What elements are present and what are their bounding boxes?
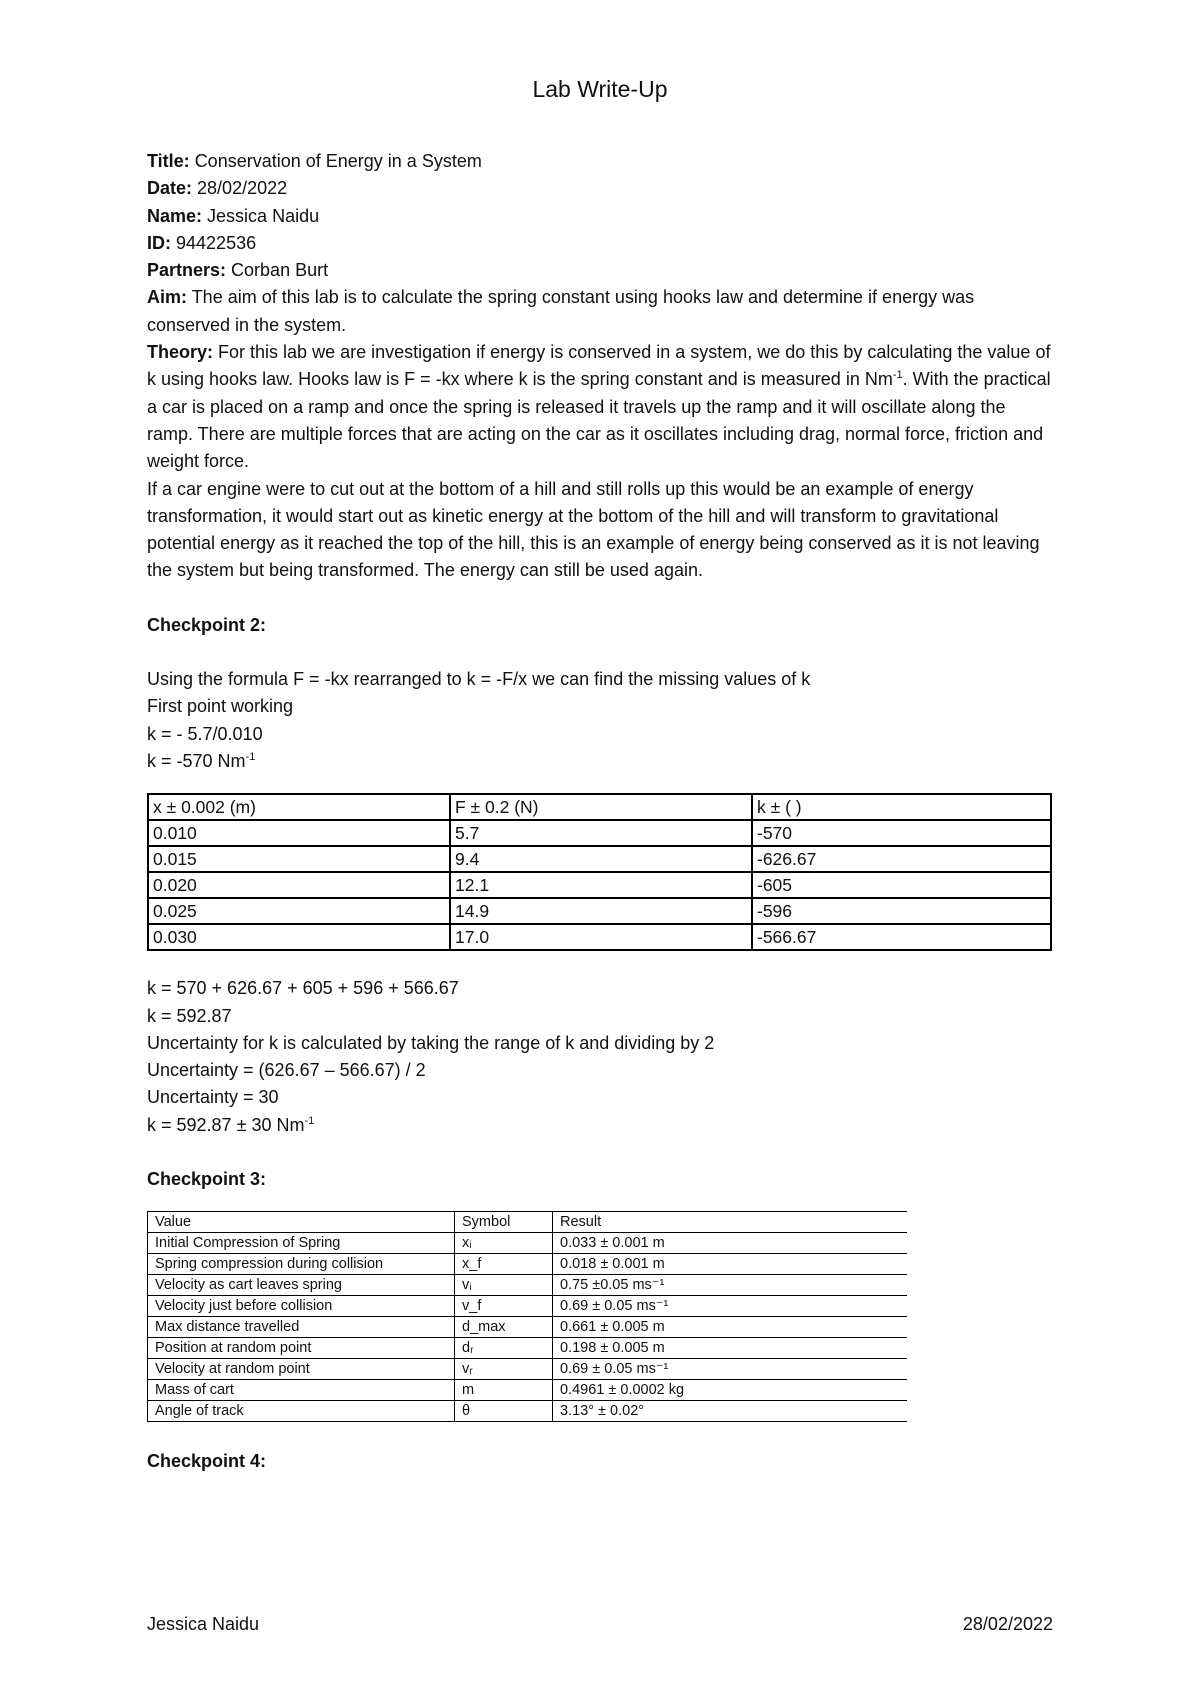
table-cell: 0.75 ±0.05 ms⁻¹ xyxy=(553,1275,908,1296)
table-cell: 0.010 xyxy=(148,820,450,846)
table-cell: d_max xyxy=(455,1317,553,1338)
table-cell: Max distance travelled xyxy=(148,1317,455,1338)
table-cell: 0.198 ± 0.005 m xyxy=(553,1338,908,1359)
checkpoint2-after2: k = 592.87 xyxy=(147,1005,232,1026)
table-cell: -596 xyxy=(752,898,1051,924)
table-cell: Initial Compression of Spring xyxy=(148,1233,455,1254)
table-cell: 14.9 xyxy=(450,898,752,924)
table-cell: 0.015 xyxy=(148,846,450,872)
header-cell: x ± 0.002 (m) xyxy=(148,794,450,820)
aim-value: The aim of this lab is to calculate the spring constant using hooks law and determine if energy was conserved in the system. xyxy=(147,287,975,335)
header-cell: Result xyxy=(553,1212,908,1233)
table-cell: xᵢ xyxy=(455,1233,553,1254)
title-value: Conservation of Energy in a System xyxy=(194,151,482,171)
spacer xyxy=(147,1139,1052,1166)
table-cell: 0.69 ± 0.05 ms⁻¹ xyxy=(553,1296,908,1317)
name-label: Name: xyxy=(147,205,203,226)
document-body xyxy=(147,148,1052,1476)
theory-paragraph xyxy=(147,339,1052,475)
title-label: Title: xyxy=(147,151,190,171)
checkpoint2-line4 xyxy=(147,748,1052,775)
date-label: Date: xyxy=(147,178,193,199)
header-cell: Value xyxy=(148,1212,455,1233)
table-row xyxy=(148,924,1051,950)
table-cell: x_f xyxy=(455,1254,553,1275)
theory-text-b: . With the practical a car is placed on a ramp and once the spring is released it travels up the ramp and it will oscillate along the ramp. There are multiple forces that are acting on the car as it oscillates including drag, normal force, friction and weight force. xyxy=(147,369,1051,472)
checkpoint2-after3: Uncertainty for k is calculated by taking the range of k and dividing by 2 xyxy=(147,1032,715,1053)
header-cell: k ± ( ) xyxy=(752,794,1051,820)
aim-line xyxy=(147,284,1052,339)
table-row xyxy=(148,846,1051,872)
table-cell: Position at random point xyxy=(148,1338,455,1359)
checkpoint2-after6-text: k = 592.87 ± 30 Nm xyxy=(147,1114,305,1135)
spacer xyxy=(147,951,1052,975)
checkpoint2-line4-sup: -1 xyxy=(245,750,256,763)
table-row xyxy=(148,1254,908,1275)
theory-text-a: For this lab we are investigation if energy is conserved in a system, we do this by calculating the value of k using hooks law. Hooks law is F = -kx where k is the spring constant and is measured in Nm xyxy=(147,342,1051,390)
table-cell: vᵣ xyxy=(455,1359,553,1380)
table-cell: dᵣ xyxy=(455,1338,553,1359)
table-cell: 12.1 xyxy=(450,872,752,898)
date-value: 28/02/2022 xyxy=(197,178,288,199)
table-row xyxy=(148,1233,908,1254)
id-line xyxy=(147,230,1052,257)
table-cell: 17.0 xyxy=(450,924,752,950)
aim-label: Aim: xyxy=(147,287,187,308)
theory-paragraph-2: If a car engine were to cut out at the bottom of a hill and still rolls up this would be an example of energy transformation, it would start out as kinetic energy at the bottom of the hill and will transform to gravitational potential energy as it reached the top of the hill, this is an example of energy being conserved as it is not leaving the system but being transformed. The energy can still be used again. xyxy=(147,478,1040,581)
spacer xyxy=(147,1422,1052,1448)
table-cell: Velocity as cart leaves spring xyxy=(148,1275,455,1296)
footer-author: Jessica Naidu xyxy=(147,1614,260,1634)
measurements-table xyxy=(147,1211,907,1422)
table-cell: -570 xyxy=(752,820,1051,846)
footer-date: 28/02/2022 xyxy=(962,1614,1053,1634)
title-line xyxy=(147,148,1052,175)
table-cell: v_f xyxy=(455,1296,553,1317)
table-row xyxy=(148,1296,908,1317)
checkpoint2-line4-text: k = -570 Nm xyxy=(147,750,246,771)
table-cell: Velocity just before collision xyxy=(148,1296,455,1317)
table-cell: Spring compression during collision xyxy=(148,1254,455,1275)
table-row xyxy=(148,1317,908,1338)
table-cell: 5.7 xyxy=(450,820,752,846)
table-cell: θ xyxy=(455,1401,553,1422)
checkpoint2-line3: k = - 5.7/0.010 xyxy=(147,723,263,744)
table-cell: 9.4 xyxy=(450,846,752,872)
table-header-row xyxy=(148,794,1051,820)
partners-label: Partners: xyxy=(147,260,227,281)
table-cell: 0.018 ± 0.001 m xyxy=(553,1254,908,1275)
checkpoint2-line2: First point working xyxy=(147,696,294,717)
table-cell: Mass of cart xyxy=(148,1380,455,1401)
id-value: 94422536 xyxy=(176,232,257,253)
checkpoint4-heading: Checkpoint 4: xyxy=(147,1451,267,1472)
table-cell: 0.033 ± 0.001 m xyxy=(553,1233,908,1254)
theory-sup: -1 xyxy=(892,369,903,382)
name-line xyxy=(147,203,1052,230)
id-label: ID: xyxy=(147,232,171,253)
checkpoint2-after5: Uncertainty = 30 xyxy=(147,1087,279,1108)
table-cell: 0.4961 ± 0.0002 kg xyxy=(553,1380,908,1401)
table-cell: 0.030 xyxy=(148,924,450,950)
checkpoint2-after6-sup: -1 xyxy=(304,1114,315,1127)
table-cell: Angle of track xyxy=(148,1401,455,1422)
table-cell: -626.67 xyxy=(752,846,1051,872)
table-cell: 0.69 ± 0.05 ms⁻¹ xyxy=(553,1359,908,1380)
table-row xyxy=(148,1401,908,1422)
table-cell: 0.020 xyxy=(148,872,450,898)
table-cell: -605 xyxy=(752,872,1051,898)
table-row xyxy=(148,820,1051,846)
checkpoint2-after1: k = 570 + 626.67 + 605 + 596 + 566.67 xyxy=(147,978,459,999)
table-cell: 0.661 ± 0.005 m xyxy=(553,1317,908,1338)
table-cell: 0.025 xyxy=(148,898,450,924)
page-title: Lab Write-Up xyxy=(532,76,668,102)
table-cell: -566.67 xyxy=(752,924,1051,950)
checkpoint2-after4: Uncertainty = (626.67 – 566.67) / 2 xyxy=(147,1060,426,1081)
table-cell: Velocity at random point xyxy=(148,1359,455,1380)
header-cell: F ± 0.2 (N) xyxy=(450,794,752,820)
partners-value: Corban Burt xyxy=(231,260,329,281)
table-row xyxy=(148,1338,908,1359)
table-row xyxy=(148,898,1051,924)
table-cell: vᵢ xyxy=(455,1275,553,1296)
theory-label: Theory: xyxy=(147,342,214,363)
table-header-row xyxy=(148,1212,908,1233)
table-row xyxy=(148,1359,908,1380)
partners-line xyxy=(147,257,1052,284)
date-line xyxy=(147,175,1052,202)
table-cell: 3.13° ± 0.02° xyxy=(553,1401,908,1422)
checkpoint3-heading: Checkpoint 3: xyxy=(147,1169,267,1190)
name-value: Jessica Naidu xyxy=(207,205,320,226)
checkpoint2-heading: Checkpoint 2: xyxy=(147,614,267,635)
table-row xyxy=(148,1380,908,1401)
header-cell: Symbol xyxy=(455,1212,553,1233)
checkpoint2-line1: Using the formula F = -kx rearranged to k = -F/x we can find the missing values of k xyxy=(147,669,811,690)
table-row xyxy=(148,872,1051,898)
spacer xyxy=(147,639,1052,666)
checkpoint2-after6 xyxy=(147,1112,1052,1139)
table-cell: m xyxy=(455,1380,553,1401)
spring-constant-table xyxy=(147,793,1052,951)
spacer xyxy=(147,585,1052,612)
table-row xyxy=(148,1275,908,1296)
